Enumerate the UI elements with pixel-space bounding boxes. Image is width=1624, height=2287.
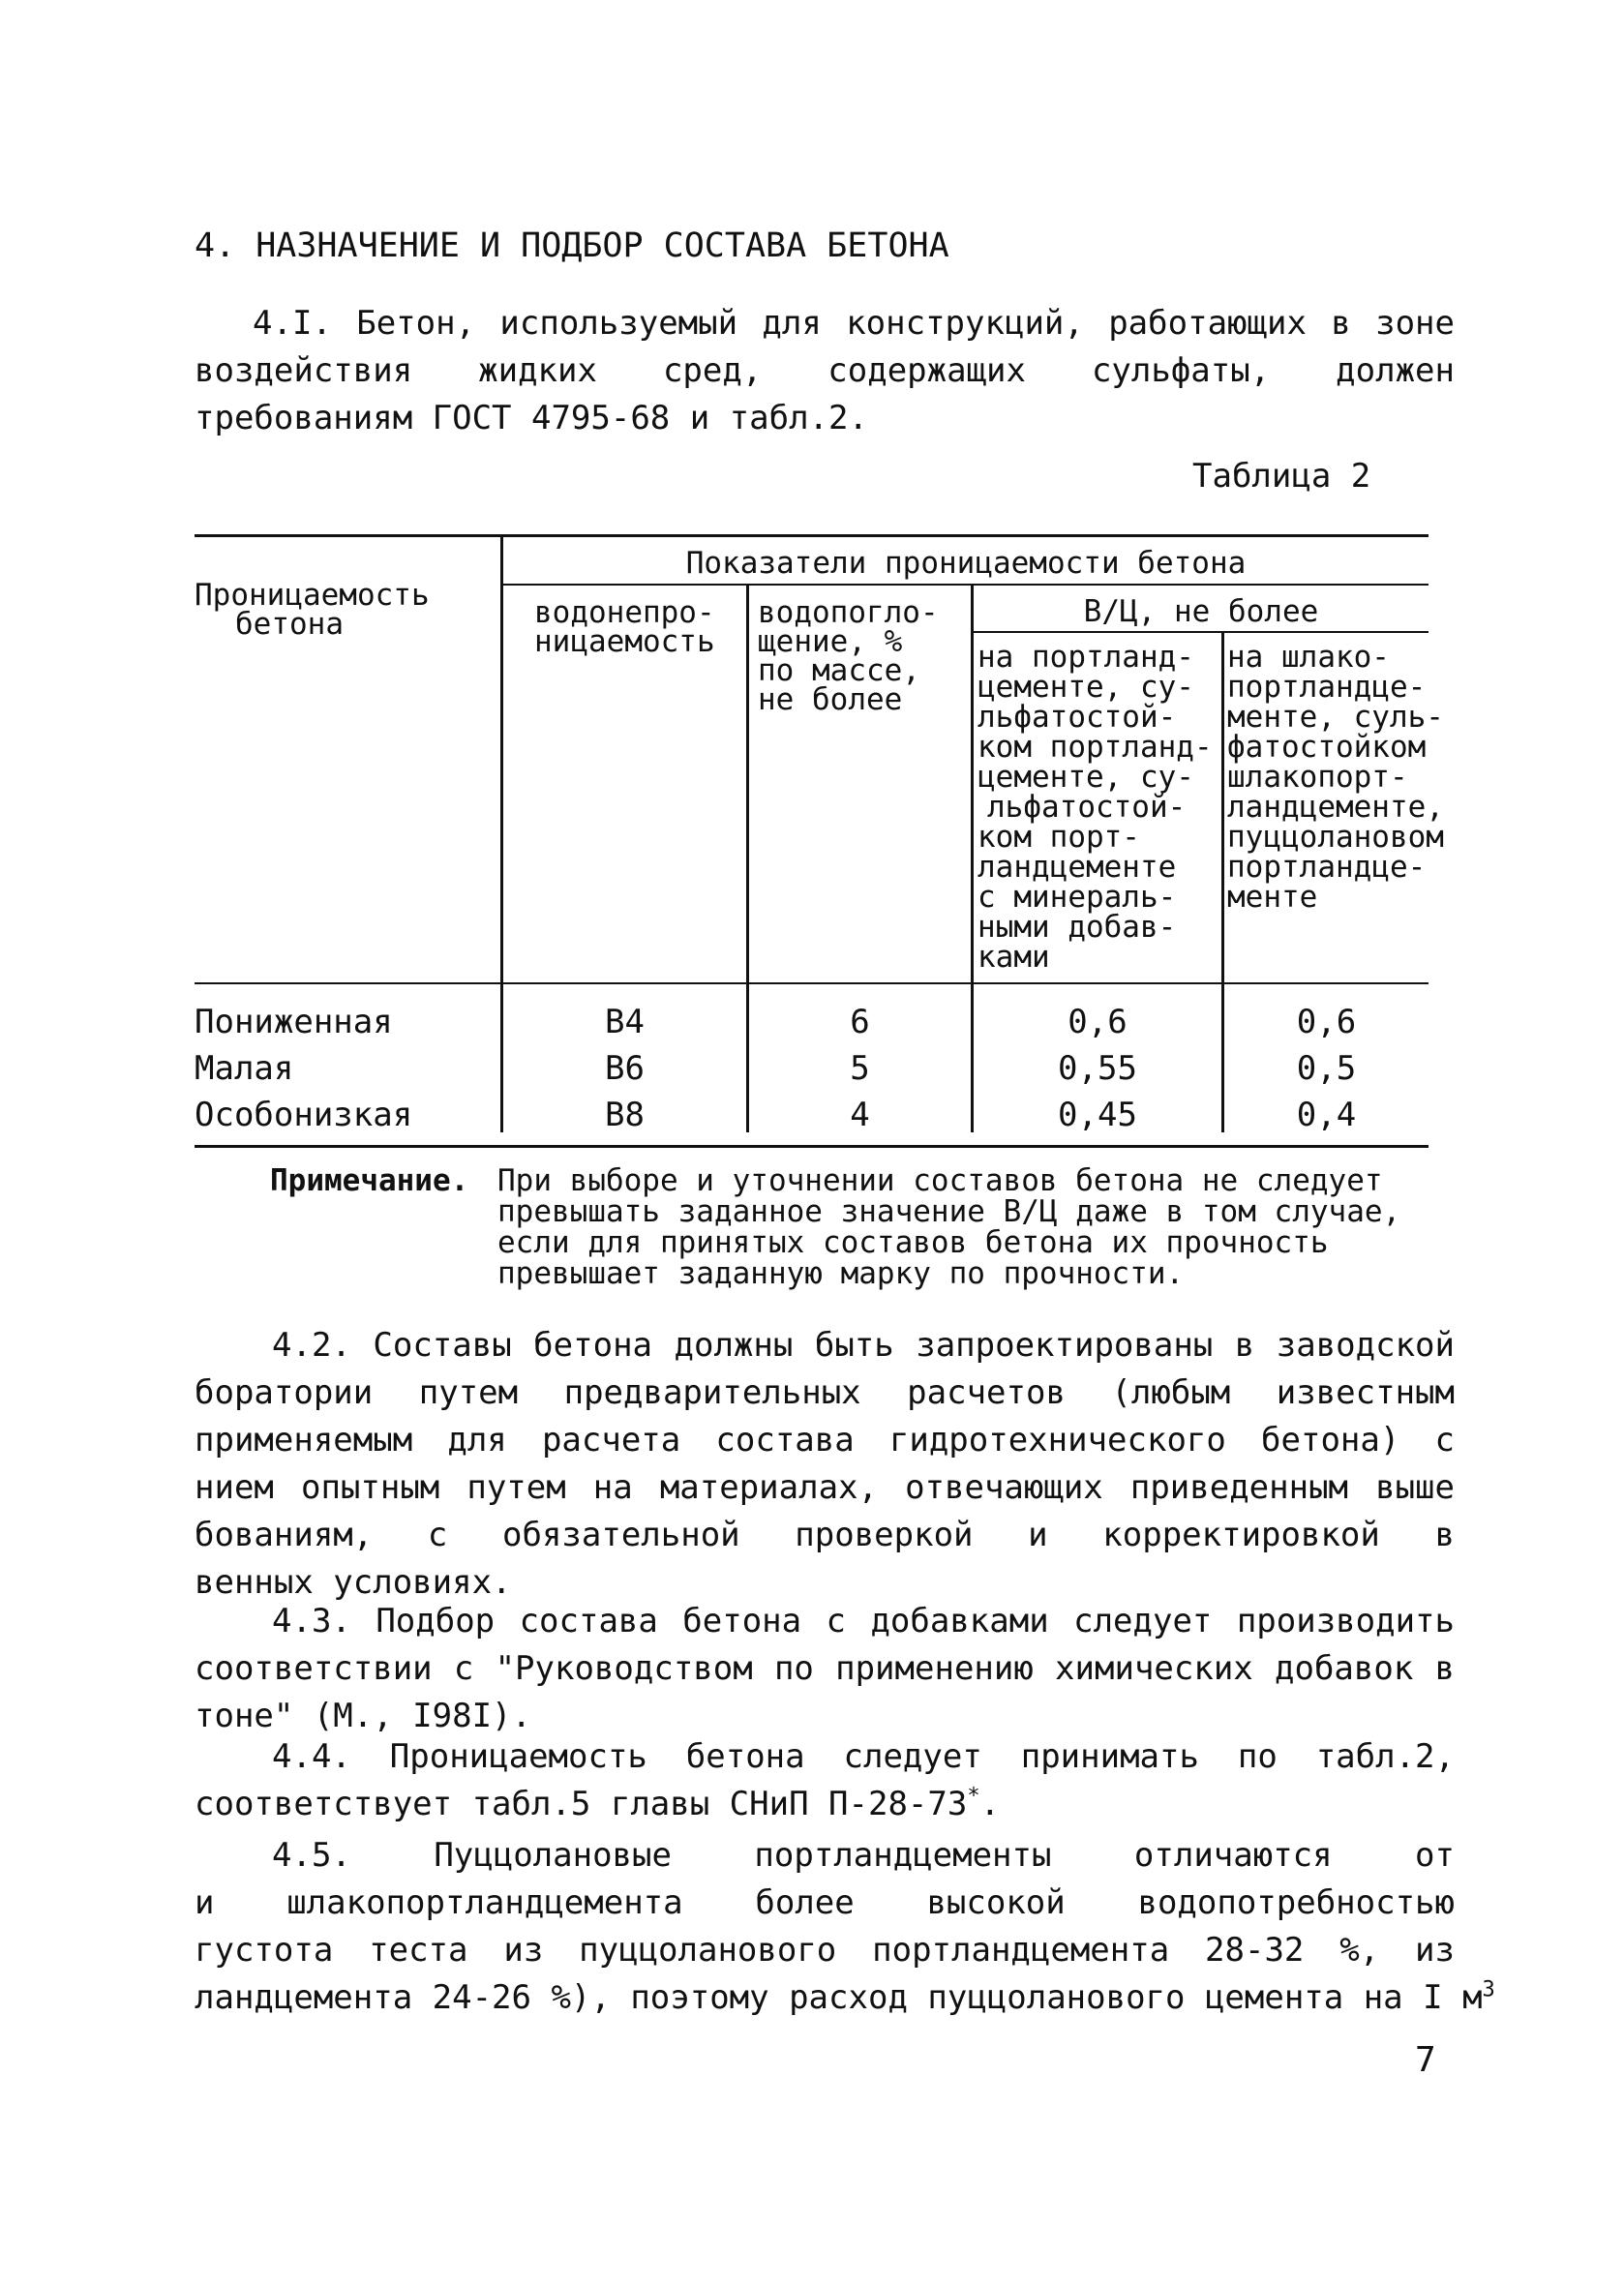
table-cell-wc-slag: 0,6 [1296,1003,1357,1041]
note-text: При выборе и уточнении составов бетона не следует превышать заданное значение В/Ц даже в том случае, если для принятых составов бетона их прочность превышает заданную марку по прочности. [497,1163,1401,1291]
table-cell-water-permeability: В8 [605,1096,645,1134]
col-header-wc-slag: на шлако- портландце- менте, суль- фатостойком шлакопорт- ландцементе, пуццолановом портландце- менте [1227,640,1444,915]
table-top-rule [195,534,1429,537]
table-row-permeability: Малая [195,1049,294,1088]
wc-header-rule [971,631,1429,633]
paragraph-4-5: 4.5. Пуццолановые портландцементы отличаются от и шлакопортландцемента более высокой водопотребностью густота теста из пуццоланового портландцемента 28-32 %, из ландцемента 24-26 %), поэтому расход пуццоланового цемента на I $м^3$ [195,1836,1495,2017]
table-cell-water-absorption: 6 [850,1003,870,1041]
superscript-cubic: 3 [1482,1977,1495,2002]
paragraph-4-3: 4.3. Подбор состава бетона с добавками следует производить соответствии с "Руководством по применению химических добавок в тоне" (М., I98I). [195,1602,1455,1735]
paragraph-4-2: 4.2. Составы бетона должны быть запроектированы в заводской боратории путем предварительных расчетов (любым известным применяемым для расчета состава гидротехнического бетона) с нием опытным путем на материалах, отвечающих приведенным выше бованиям, с обязательной проверкой и корректировкой в венных условиях. [195,1326,1455,1602]
table-cell-water-permeability: В6 [605,1049,645,1088]
col-header-wc-group: В/Ц, не более [1083,594,1319,629]
section-heading: 4. НАЗНАЧЕНИЕ И ПОДБОР СОСТАВА БЕТОНА [195,226,949,265]
group-header-rule [500,584,1429,586]
table-cell-wc-slag: 0,5 [1296,1049,1357,1088]
col-header-water-permeability: водонепро- ницаемость [534,595,715,659]
page-number: 7 [1415,2040,1436,2080]
row-header: Проницаемость бетона [195,578,430,642]
paragraph-line: воздействия жидких сред, содержащих сульфаты, должен [195,351,1455,390]
table-cell-water-permeability: В4 [605,1003,645,1041]
table-row-permeability: Особонизкая [195,1096,413,1134]
col-header-water-absorption: водопогло- щение, % по массе, не более [758,595,939,717]
paragraph-line: 4.I. Бетон, используемый для конструкций, работающих в зоне [253,304,1455,343]
table-cell-water-absorption: 4 [850,1096,870,1134]
table-cell-water-absorption: 5 [850,1049,870,1088]
paragraph-4-1 [195,300,1455,442]
table-cell-wc-portland: 0,6 [1068,1003,1128,1041]
table-cell-wc-slag: 0,4 [1296,1096,1357,1134]
table-bottom-rule [195,1145,1429,1148]
col-header-wc-portland: на портланд- цементе, су- льфатостой- ком портланд- цементе, су- льфатостой- ком порт- ландцементе с минераль- ными добав- ками [977,640,1213,975]
paragraph-line: требованиям ГОСТ 4795-68 и табл.2. [195,399,868,437]
col-rule-1 [500,535,503,1132]
table-label: Таблица 2 [1192,457,1371,496]
group-header: Показатели проницаемости бетона [685,546,1247,581]
header-bottom-rule [195,982,1429,984]
table-row-permeability: Пониженная [195,1003,393,1041]
table-cell-wc-portland: 0,45 [1058,1096,1137,1134]
footnote-mark: * [967,1784,980,1809]
paragraph-4-4: 4.4. Проницаемость бетона следует принимать по табл.2, соответствует табл.5 главы СНиП П-28-73*. [195,1737,1455,1823]
table-cell-wc-portland: 0,55 [1058,1049,1137,1088]
note-label: Примечание. [270,1163,469,1198]
